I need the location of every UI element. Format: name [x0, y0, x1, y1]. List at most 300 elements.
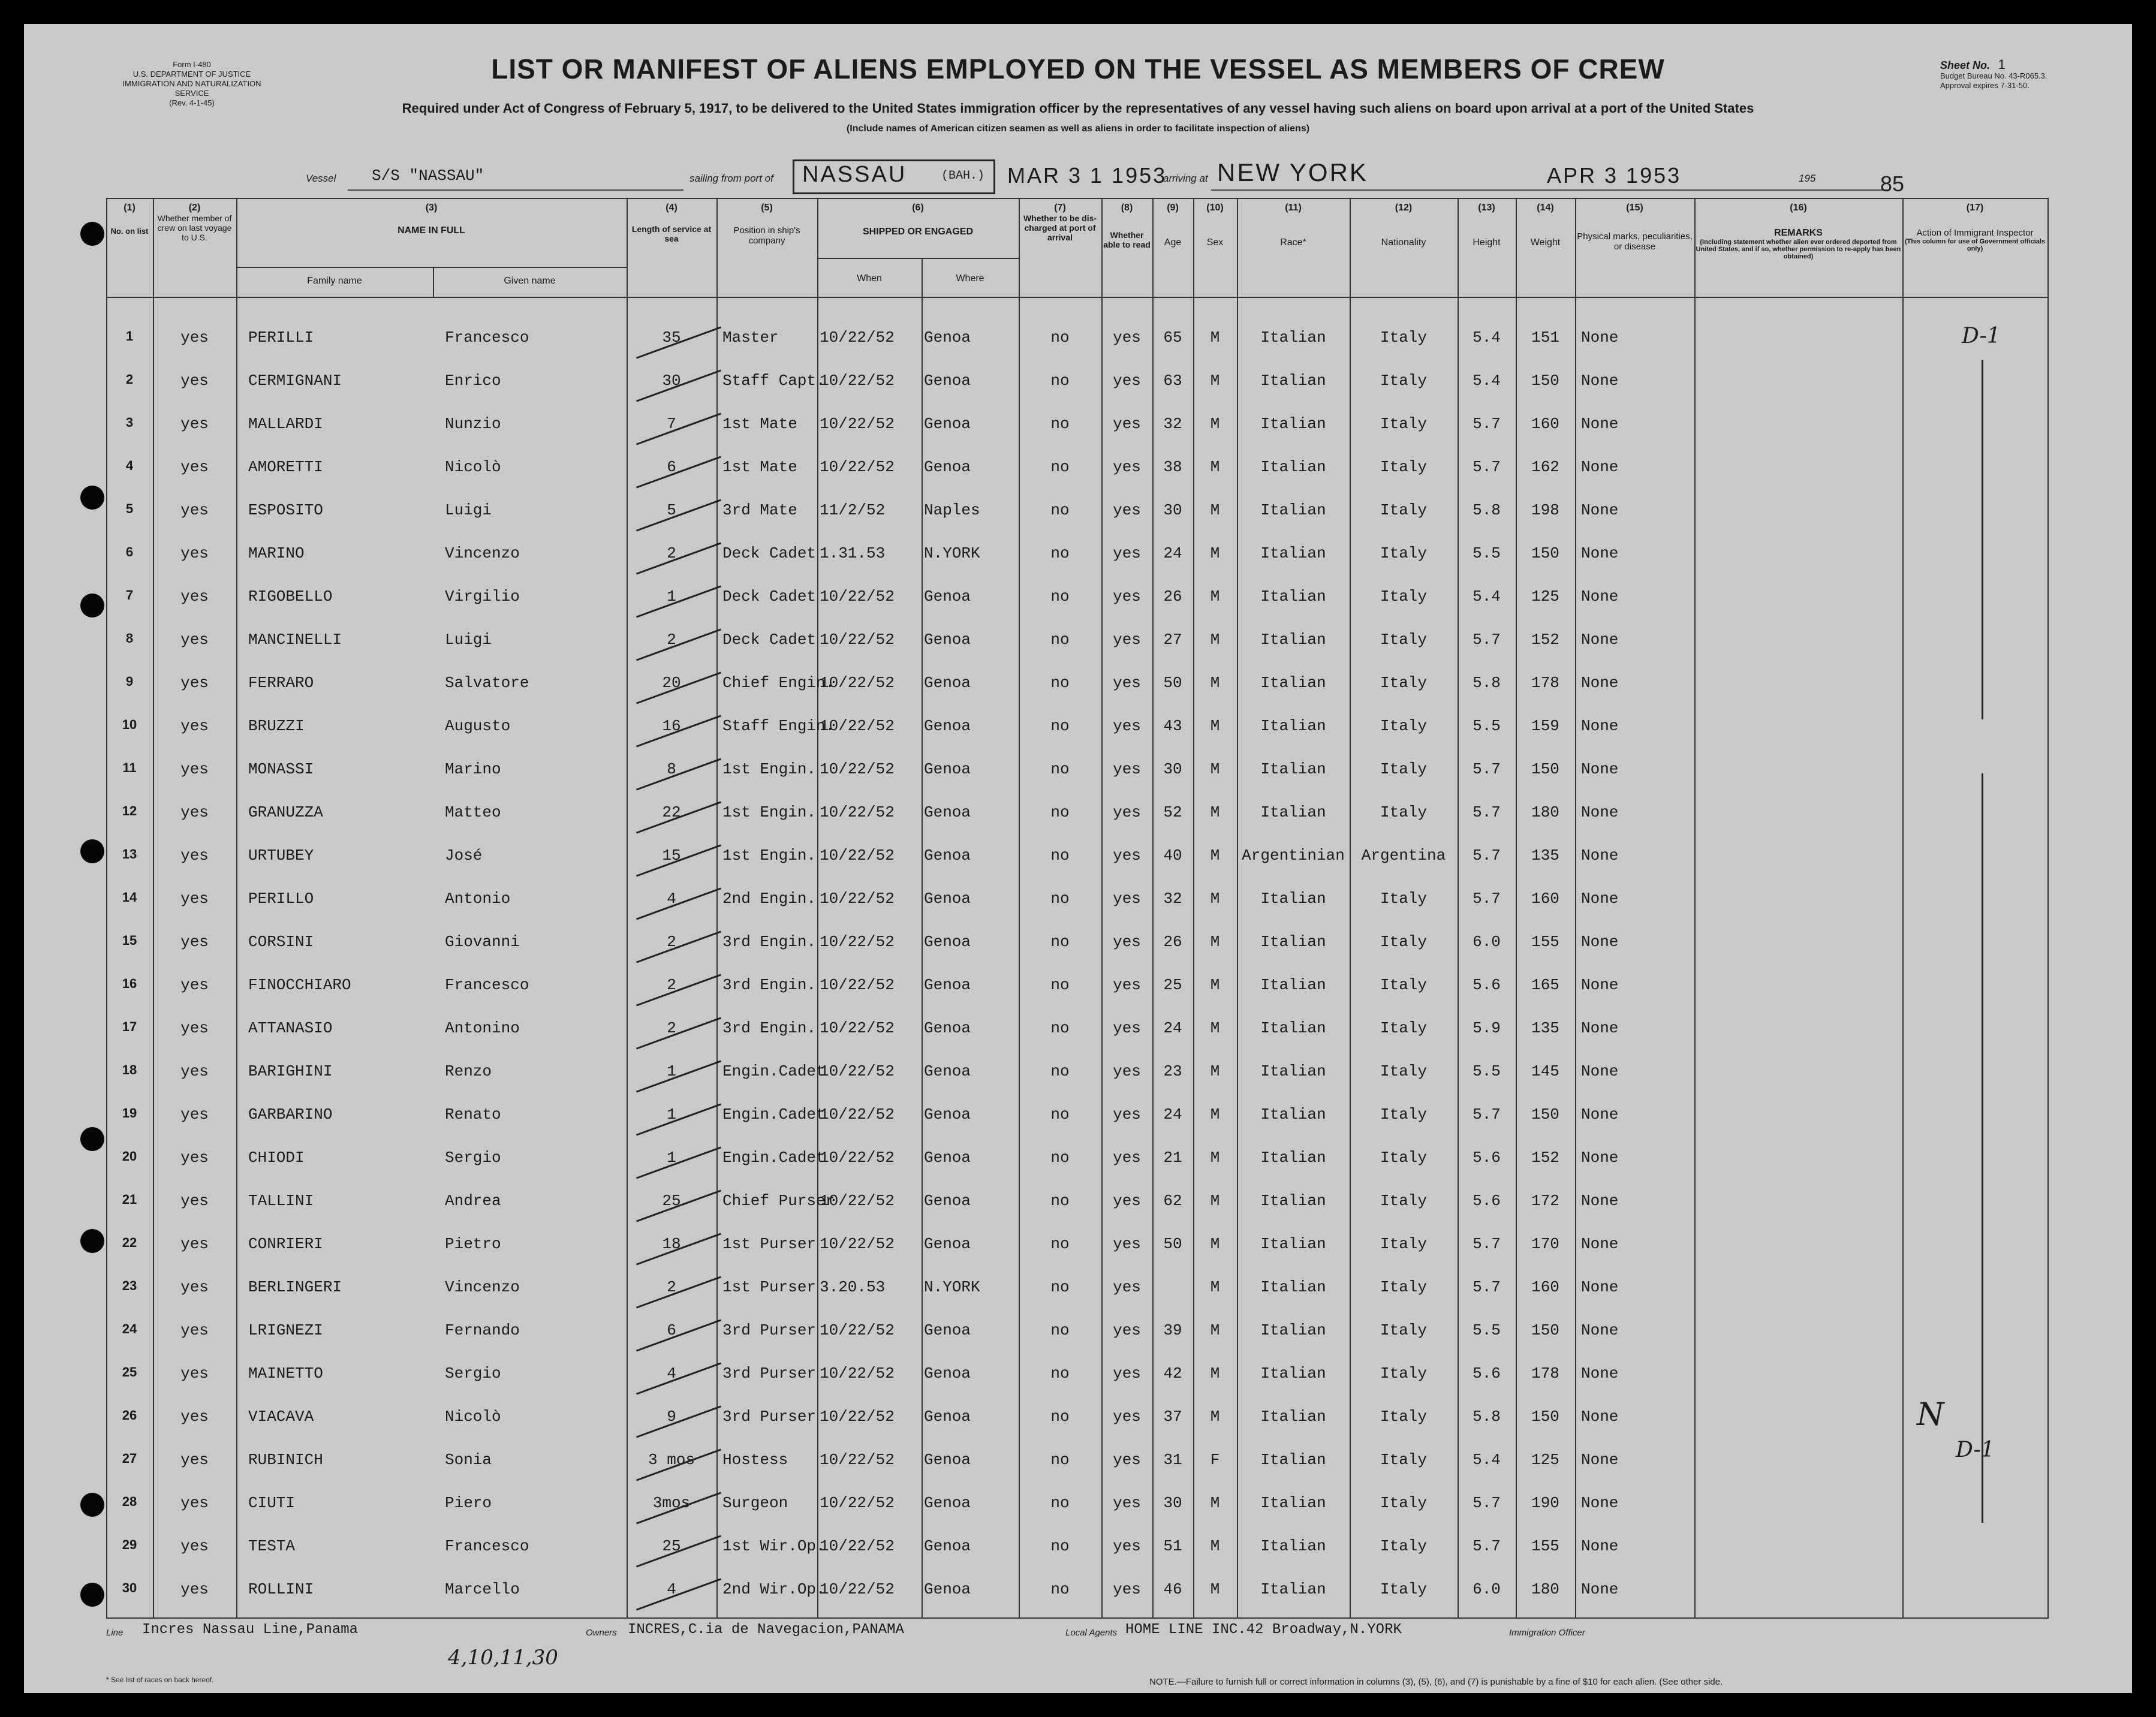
cell-marks: None	[1581, 1105, 1619, 1123]
cell-prev: yes	[180, 760, 209, 778]
cell-read: yes	[1113, 501, 1141, 519]
header-col-6	[817, 203, 1019, 237]
cell-n: 30	[122, 1580, 137, 1595]
cell-service: 2	[667, 631, 676, 649]
cell-n: 3	[125, 415, 134, 430]
cell-given: Francesco	[445, 1537, 529, 1555]
cell-when: 10/22/52	[820, 1149, 895, 1167]
table-row	[106, 1095, 2049, 1138]
races-note: * See list of races on back hereof.	[106, 1676, 214, 1684]
cell-position: 3rd Purser	[722, 1364, 817, 1382]
cell-read: yes	[1113, 329, 1141, 347]
cell-race: Italian	[1260, 1451, 1326, 1469]
cell-read: yes	[1113, 1537, 1141, 1555]
cell-weight: 152	[1531, 631, 1559, 649]
cell-sex: M	[1210, 588, 1220, 606]
cell-family: TESTA	[248, 1537, 296, 1555]
cell-n: 12	[122, 803, 137, 818]
cell-marks: None	[1581, 933, 1619, 951]
header-num: (14)	[1537, 203, 1554, 213]
cell-nat: Italy	[1380, 1278, 1427, 1296]
cell-age: 26	[1163, 933, 1182, 951]
table-row	[106, 793, 2049, 836]
cell-race: Italian	[1260, 976, 1326, 994]
crew-table	[106, 198, 2049, 1619]
cell-prev: yes	[180, 803, 209, 821]
cell-service: 8	[667, 760, 676, 778]
cell-race: Italian	[1260, 588, 1326, 606]
cell-weight: 170	[1531, 1235, 1559, 1253]
cell-where: Genoa	[924, 631, 971, 649]
cell-family: ROLLINI	[248, 1580, 314, 1598]
cell-given: Luigi	[445, 631, 492, 649]
cell-marks: None	[1581, 803, 1619, 821]
cell-n: 13	[122, 847, 137, 861]
header-family-name: Family name	[307, 276, 362, 286]
cell-service: 6	[667, 1321, 676, 1339]
cell-disch: no	[1050, 1580, 1070, 1598]
cell-age: 50	[1163, 674, 1182, 692]
cell-position: Deck Cadet	[722, 588, 817, 606]
department: U.S. DEPARTMENT OF JUSTICE	[133, 70, 251, 79]
cell-age: 46	[1163, 1580, 1182, 1598]
cell-where: Genoa	[924, 1537, 971, 1555]
header-col-7	[1019, 203, 1101, 242]
cell-prev: yes	[180, 1537, 209, 1555]
cell-weight: 135	[1531, 847, 1559, 864]
cell-n: 9	[125, 674, 134, 689]
table-row	[106, 922, 2049, 965]
cell-sex: M	[1210, 1408, 1220, 1426]
cell-given: Nicolò	[445, 1408, 501, 1426]
cell-race: Italian	[1260, 1494, 1326, 1512]
cell-nat: Italy	[1380, 501, 1427, 519]
cell-age: 65	[1163, 329, 1182, 347]
cell-family: AMORETTI	[248, 458, 323, 476]
header-label: Sex	[1206, 237, 1224, 248]
cell-age: 43	[1163, 717, 1182, 735]
cell-family: PERILLI	[248, 329, 314, 347]
cell-service: 16	[662, 717, 681, 735]
cell-when: 3.20.53	[820, 1278, 886, 1296]
cell-when: 10/22/52	[820, 329, 895, 347]
cell-where: N.YORK	[924, 1278, 980, 1296]
departure-port-suffix: (BAH.)	[941, 169, 985, 183]
cell-nat: Italy	[1380, 588, 1427, 606]
cell-disch: no	[1050, 1062, 1070, 1080]
agents-value: HOME LINE INC.42 Broadway,N.YORK	[1125, 1622, 1402, 1638]
cell-service: 25	[662, 1192, 681, 1210]
cell-n: 26	[122, 1408, 137, 1423]
cell-given: Antonio	[445, 890, 511, 908]
cell-where: Genoa	[924, 717, 971, 735]
cell-service: 4	[667, 1364, 676, 1382]
cell-prev: yes	[180, 1364, 209, 1382]
cell-read: yes	[1113, 717, 1141, 735]
header-given-name: Given name	[504, 276, 556, 286]
cell-nat: Italy	[1380, 372, 1427, 390]
cell-height: 5.5	[1473, 544, 1501, 562]
cell-marks: None	[1581, 1019, 1619, 1037]
header-label: Whether member of crew on last voyage to U.S.	[157, 213, 232, 242]
sailing-label: sailing from port of	[689, 173, 773, 184]
cell-read: yes	[1113, 1278, 1141, 1296]
cell-height: 5.7	[1473, 1537, 1501, 1555]
cell-given: Sergio	[445, 1364, 501, 1382]
inspector-bracket-line	[1982, 773, 1983, 1523]
cell-race: Italian	[1260, 1149, 1326, 1167]
cell-n: 17	[122, 1019, 137, 1034]
cell-where: Genoa	[924, 1149, 971, 1167]
cell-weight: 150	[1531, 1105, 1559, 1123]
cell-where: Genoa	[924, 1235, 971, 1253]
cell-where: Genoa	[924, 588, 971, 606]
header-num: (8)	[1121, 203, 1133, 213]
header-col-14	[1516, 203, 1575, 248]
cell-given: Enrico	[445, 372, 501, 390]
header-num: (3)	[425, 203, 438, 213]
cell-race: Italian	[1260, 501, 1326, 519]
cell-given: Giovanni	[445, 933, 520, 951]
cell-disch: no	[1050, 415, 1070, 433]
header-label: Physical marks, peculiarities, or disease	[1577, 231, 1693, 252]
cell-service: 1	[667, 1062, 676, 1080]
handwritten-number: 85	[1880, 171, 1904, 196]
cell-nat: Italy	[1380, 803, 1427, 821]
cell-given: Renzo	[445, 1062, 492, 1080]
cell-race: Italian	[1260, 1537, 1326, 1555]
cell-disch: no	[1050, 847, 1070, 864]
table-row	[106, 1138, 2049, 1181]
cell-given: José	[445, 847, 483, 864]
header-col-17	[1902, 203, 2047, 252]
cell-nat: Italy	[1380, 415, 1427, 433]
cell-family: RIGOBELLO	[248, 588, 333, 606]
cell-nat: Italy	[1380, 1019, 1427, 1037]
cell-height: 5.4	[1473, 329, 1501, 347]
header-num: (7)	[1054, 203, 1066, 213]
cell-disch: no	[1050, 803, 1070, 821]
cell-weight: 125	[1531, 588, 1559, 606]
cell-height: 5.4	[1473, 588, 1501, 606]
cell-read: yes	[1113, 847, 1141, 864]
cell-where: Genoa	[924, 976, 971, 994]
cell-weight: 160	[1531, 415, 1559, 433]
cell-weight: 151	[1531, 329, 1559, 347]
header-label: SHIPPED OR ENGAGED	[862, 227, 974, 237]
cell-when: 10/22/52	[820, 803, 895, 821]
cell-prev: yes	[180, 933, 209, 951]
cell-age: 27	[1163, 631, 1182, 649]
cell-weight: 198	[1531, 501, 1559, 519]
punch-hole	[80, 1127, 104, 1151]
cell-where: Genoa	[924, 1105, 971, 1123]
cell-age: 31	[1163, 1451, 1182, 1469]
cell-age: 32	[1163, 890, 1182, 908]
table-row	[106, 1526, 2049, 1570]
cell-nat: Italy	[1380, 1408, 1427, 1426]
cell-given: Francesco	[445, 976, 529, 994]
cell-family: BRUZZI	[248, 717, 305, 735]
cell-where: Genoa	[924, 760, 971, 778]
cell-prev: yes	[180, 1062, 209, 1080]
cell-race: Argentinian	[1242, 847, 1345, 864]
cell-sex: M	[1210, 415, 1220, 433]
cell-where: Genoa	[924, 415, 971, 433]
cell-disch: no	[1050, 544, 1070, 562]
cell-service: 1	[667, 588, 676, 606]
cell-position: Deck Cadet	[722, 631, 817, 649]
cell-marks: None	[1581, 1149, 1619, 1167]
cell-marks: None	[1581, 1537, 1619, 1555]
cell-sex: M	[1210, 544, 1220, 562]
header-label: Action of Immigrant Inspector	[1916, 228, 2034, 238]
cell-marks: None	[1581, 890, 1619, 908]
cell-disch: no	[1050, 976, 1070, 994]
header-num: (2)	[188, 203, 201, 213]
cell-disch: no	[1050, 1278, 1070, 1296]
header-label: Race*	[1280, 237, 1306, 248]
manifest-page	[24, 24, 2132, 1693]
cell-service: 35	[662, 329, 681, 347]
table-row	[106, 1181, 2049, 1224]
header-col-2	[153, 203, 236, 242]
cell-n: 8	[125, 631, 134, 646]
cell-position: Staff Engin.	[722, 717, 835, 735]
table-row	[106, 447, 2049, 490]
cell-where: Genoa	[924, 1580, 971, 1598]
cell-race: Italian	[1260, 933, 1326, 951]
cell-where: Genoa	[924, 1321, 971, 1339]
cell-where: Genoa	[924, 1062, 971, 1080]
cell-service: 2	[667, 933, 676, 951]
cell-age: 50	[1163, 1235, 1182, 1253]
cell-age: 24	[1163, 1019, 1182, 1037]
cell-nat: Italy	[1380, 1149, 1427, 1167]
cell-n: 2	[125, 372, 134, 387]
cell-where: Genoa	[924, 1408, 971, 1426]
cell-when: 10/22/52	[820, 1105, 895, 1123]
cell-where: Genoa	[924, 674, 971, 692]
cell-service: 22	[662, 803, 681, 821]
cell-height: 5.7	[1473, 803, 1501, 821]
table-row	[106, 965, 2049, 1008]
cell-prev: yes	[180, 329, 209, 347]
table-row	[106, 1483, 2049, 1526]
cell-race: Italian	[1260, 674, 1326, 692]
cell-given: Marino	[445, 760, 501, 778]
cell-given: Marcello	[445, 1580, 520, 1598]
cell-prev: yes	[180, 890, 209, 908]
cell-family: FINOCCHIARO	[248, 976, 351, 994]
cell-marks: None	[1581, 1408, 1619, 1426]
owners-value: INCRES,C.ia de Navegacion,PANAMA	[628, 1622, 904, 1638]
cell-weight: 180	[1531, 1580, 1559, 1598]
cell-nat: Italy	[1380, 1105, 1427, 1123]
page-subtitle: Required under Act of Congress of February 5, 1917, to be delivered to the United States immigration officer by the representatives of any vessel having such aliens on board upon arrival at a port of the United States	[402, 101, 1754, 116]
cell-when: 10/22/52	[820, 372, 895, 390]
line-value: Incres Nassau Line,Panama	[142, 1622, 359, 1638]
cell-sex: F	[1210, 1451, 1220, 1469]
arriving-label: arriving at	[1163, 173, 1208, 184]
cell-where: Genoa	[924, 1364, 971, 1382]
cell-n: 19	[122, 1105, 137, 1120]
cell-height: 5.6	[1473, 976, 1501, 994]
cell-position: 3rd Engin.	[722, 933, 817, 951]
cell-marks: None	[1581, 1062, 1619, 1080]
cell-read: yes	[1113, 544, 1141, 562]
cell-race: Italian	[1260, 1105, 1326, 1123]
vessel-name: S/S "NASSAU"	[372, 167, 484, 185]
cell-prev: yes	[180, 458, 209, 476]
cell-when: 10/22/52	[820, 415, 895, 433]
cell-position: 3rd Purser	[722, 1321, 817, 1339]
cell-n: 14	[122, 890, 137, 905]
cell-sex: M	[1210, 1062, 1220, 1080]
header-col-1	[106, 203, 153, 236]
cell-n: 27	[122, 1451, 137, 1466]
cell-race: Italian	[1260, 1062, 1326, 1080]
cell-where: Naples	[924, 501, 980, 519]
cell-race: Italian	[1260, 1192, 1326, 1210]
cell-sex: M	[1210, 458, 1220, 476]
cell-weight: 155	[1531, 933, 1559, 951]
cell-sex: M	[1210, 1321, 1220, 1339]
cell-n: 24	[122, 1321, 137, 1336]
cell-age: 39	[1163, 1321, 1182, 1339]
cell-position: Hostess	[722, 1451, 788, 1469]
cell-when: 10/22/52	[820, 760, 895, 778]
service-name: IMMIGRATION AND NATURALIZATION SERVICE	[122, 79, 261, 98]
cell-nat: Italy	[1380, 976, 1427, 994]
year-suffix: 195	[1799, 173, 1816, 184]
cell-read: yes	[1113, 1235, 1141, 1253]
sailing-date: MAR 3 1 1953	[1007, 163, 1167, 188]
cell-nat: Italy	[1380, 1062, 1427, 1080]
cell-prev: yes	[180, 588, 209, 606]
cell-where: Genoa	[924, 803, 971, 821]
cell-position: 1st Engin.	[722, 847, 817, 864]
cell-disch: no	[1050, 501, 1070, 519]
cell-given: Salvatore	[445, 674, 529, 692]
header-sublabel: (This column for use of Government officials only)	[1904, 238, 2046, 252]
punch-hole	[80, 839, 104, 863]
cell-weight: 152	[1531, 1149, 1559, 1167]
cell-prev: yes	[180, 501, 209, 519]
cell-race: Italian	[1260, 1580, 1326, 1598]
header-col-13	[1458, 203, 1516, 248]
cell-family: GARBARINO	[248, 1105, 333, 1123]
table-row	[106, 879, 2049, 922]
cell-age: 37	[1163, 1408, 1182, 1426]
cell-disch: no	[1050, 372, 1070, 390]
cell-weight: 162	[1531, 458, 1559, 476]
cell-height: 5.9	[1473, 1019, 1501, 1037]
header-num: (10)	[1206, 203, 1224, 213]
table-row	[106, 1570, 2049, 1613]
cell-race: Italian	[1260, 1278, 1326, 1296]
cell-disch: no	[1050, 1105, 1070, 1123]
table-row	[106, 1052, 2049, 1095]
cell-disch: no	[1050, 588, 1070, 606]
punch-hole	[80, 594, 104, 617]
cell-given: Nunzio	[445, 415, 501, 433]
cell-disch: no	[1050, 458, 1070, 476]
cell-age: 42	[1163, 1364, 1182, 1382]
header-label: Height	[1473, 237, 1501, 248]
cell-weight: 160	[1531, 1278, 1559, 1296]
cell-marks: None	[1581, 1235, 1619, 1253]
cell-family: CHIODI	[248, 1149, 305, 1167]
inspector-bracket-line	[1982, 360, 1983, 719]
header-num: (6)	[912, 203, 924, 213]
cell-read: yes	[1113, 803, 1141, 821]
cell-family: CIUTI	[248, 1494, 296, 1512]
cell-disch: no	[1050, 890, 1070, 908]
cell-given: Antonino	[445, 1019, 520, 1037]
cell-given: Pietro	[445, 1235, 501, 1253]
cell-weight: 159	[1531, 717, 1559, 735]
cell-family: MALLARDI	[248, 415, 323, 433]
header-label: No. on list	[110, 227, 149, 236]
cell-height: 5.5	[1473, 1321, 1501, 1339]
cell-prev: yes	[180, 1321, 209, 1339]
header-label: Age	[1164, 237, 1182, 248]
cell-prev: yes	[180, 1235, 209, 1253]
cell-marks: None	[1581, 458, 1619, 476]
cell-marks: None	[1581, 1580, 1619, 1598]
cell-service: 30	[662, 372, 681, 390]
cell-where: Genoa	[924, 1494, 971, 1512]
cell-marks: None	[1581, 847, 1619, 864]
cell-height: 5.6	[1473, 1192, 1501, 1210]
cell-sex: M	[1210, 1278, 1220, 1296]
punch-hole	[80, 1229, 104, 1253]
table-row	[106, 490, 2049, 534]
cell-disch: no	[1050, 1364, 1070, 1382]
cell-where: N.YORK	[924, 544, 980, 562]
cell-age: 26	[1163, 588, 1182, 606]
cell-height: 6.0	[1473, 933, 1501, 951]
cell-when: 10/22/52	[820, 1364, 895, 1382]
page-title: LIST OR MANIFEST OF ALIENS EMPLOYED ON THE VESSEL AS MEMBERS OF CREW	[491, 53, 1665, 85]
cell-position: 3rd Engin.	[722, 976, 817, 994]
cell-position: Staff Capt.	[722, 372, 826, 390]
cell-family: CORSINI	[248, 933, 314, 951]
form-revision: (Rev. 4-1-45)	[169, 98, 215, 107]
header-col-3	[236, 203, 627, 236]
cell-when: 1.31.53	[820, 544, 886, 562]
cell-age: 32	[1163, 415, 1182, 433]
cell-read: yes	[1113, 1149, 1141, 1167]
cell-sex: M	[1210, 933, 1220, 951]
header-col-12	[1350, 203, 1458, 248]
header-num: (9)	[1167, 203, 1179, 213]
table-row	[106, 1397, 2049, 1440]
cell-read: yes	[1113, 1019, 1141, 1037]
cell-family: BARIGHINI	[248, 1062, 333, 1080]
cell-disch: no	[1050, 1451, 1070, 1469]
cell-where: Genoa	[924, 372, 971, 390]
cell-read: yes	[1113, 1364, 1141, 1382]
cell-prev: yes	[180, 717, 209, 735]
cell-age: 38	[1163, 458, 1182, 476]
cell-race: Italian	[1260, 890, 1326, 908]
cell-service: 4	[667, 1580, 676, 1598]
cell-where: Genoa	[924, 933, 971, 951]
cell-family: ATTANASIO	[248, 1019, 333, 1037]
cell-position: Deck Cadet	[722, 544, 817, 562]
